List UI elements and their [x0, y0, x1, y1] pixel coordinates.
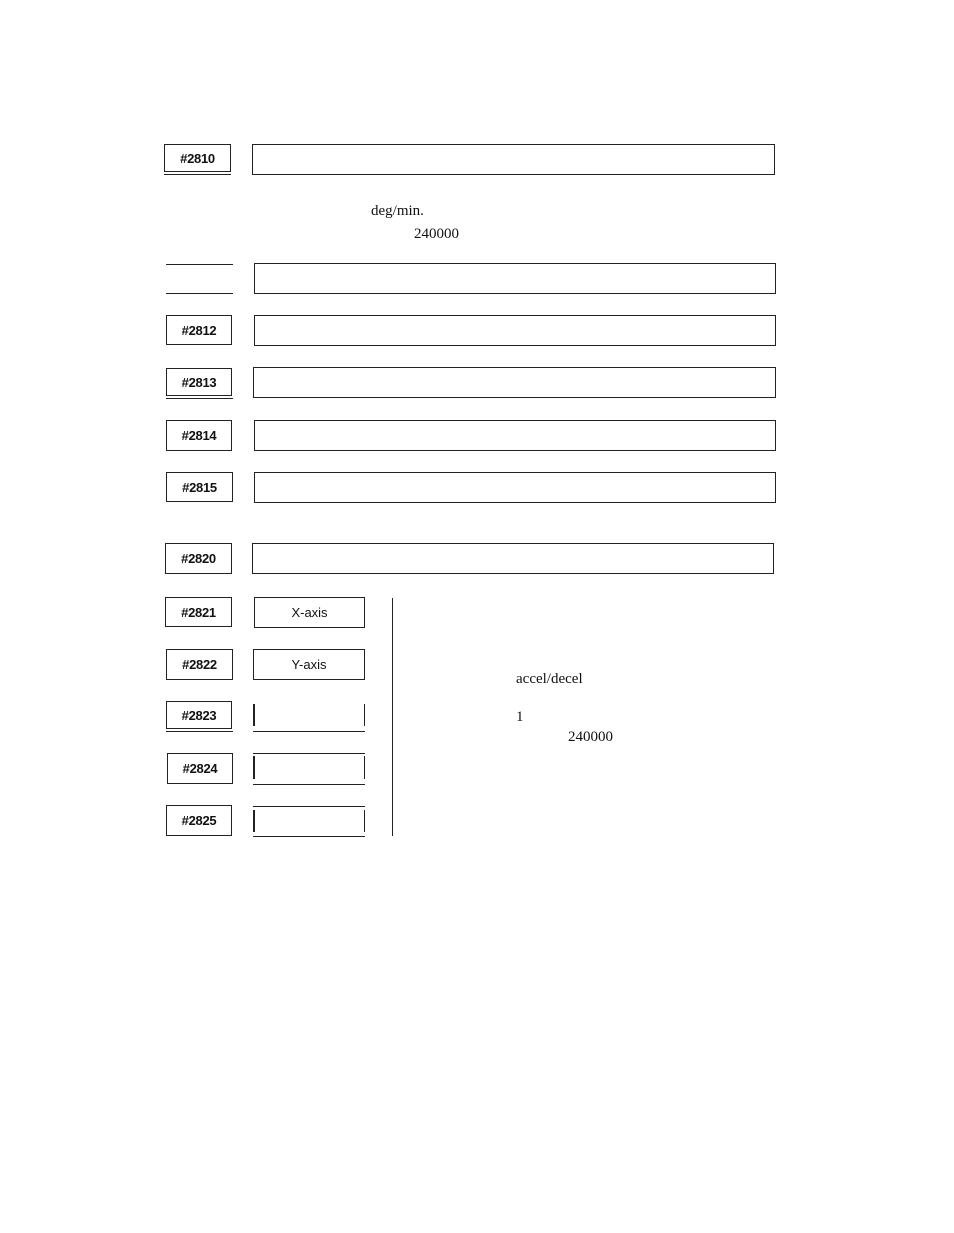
notes-divider: [392, 598, 393, 836]
y-axis-field: Y-axis: [253, 649, 365, 680]
param-2823-field-underline: [253, 731, 365, 732]
param-2811-top-line: [166, 264, 233, 265]
param-2824-field-top-line: [253, 753, 365, 754]
param-2810-underline: [164, 174, 231, 175]
one-text: 1: [516, 709, 524, 725]
param-2811-field: [254, 263, 776, 294]
param-2815-label: #2815: [166, 472, 233, 502]
param-2821-label: #2821: [165, 597, 232, 627]
param-2811-underline: [166, 293, 233, 294]
param-2810-field: [252, 144, 775, 175]
param-2822-label: #2822: [166, 649, 233, 680]
param-2823-label: #2823: [166, 701, 232, 729]
param-2814-label: #2814: [166, 420, 232, 451]
axis-max-value-text: 240000: [568, 729, 613, 745]
param-2824-field: [253, 756, 365, 779]
param-2825-field: [253, 810, 365, 832]
param-2812-field: [254, 315, 776, 346]
param-2813-label: #2813: [166, 368, 232, 396]
param-2814-field: [254, 420, 776, 451]
unit-text: deg/min.: [371, 203, 424, 219]
param-2820-field: [252, 543, 774, 574]
param-2824-label: #2824: [167, 753, 233, 784]
param-2813-field: [253, 367, 776, 398]
accel-decel-text: accel/decel: [516, 671, 583, 687]
param-2823-underline: [166, 731, 233, 732]
x-axis-field: X-axis: [254, 597, 365, 628]
param-2813-underline: [166, 398, 233, 399]
max-value-text: 240000: [414, 226, 459, 242]
param-2824-field-underline: [253, 784, 365, 785]
param-2820-label: #2820: [165, 543, 232, 574]
param-2812-label: #2812: [166, 315, 232, 345]
param-2825-field-underline: [253, 836, 365, 837]
param-2825-label: #2825: [166, 805, 232, 836]
param-2825-field-top-line: [253, 806, 365, 807]
param-2810-label: #2810: [164, 144, 231, 172]
param-2823-field: [253, 704, 365, 726]
param-2815-field: [254, 472, 776, 503]
